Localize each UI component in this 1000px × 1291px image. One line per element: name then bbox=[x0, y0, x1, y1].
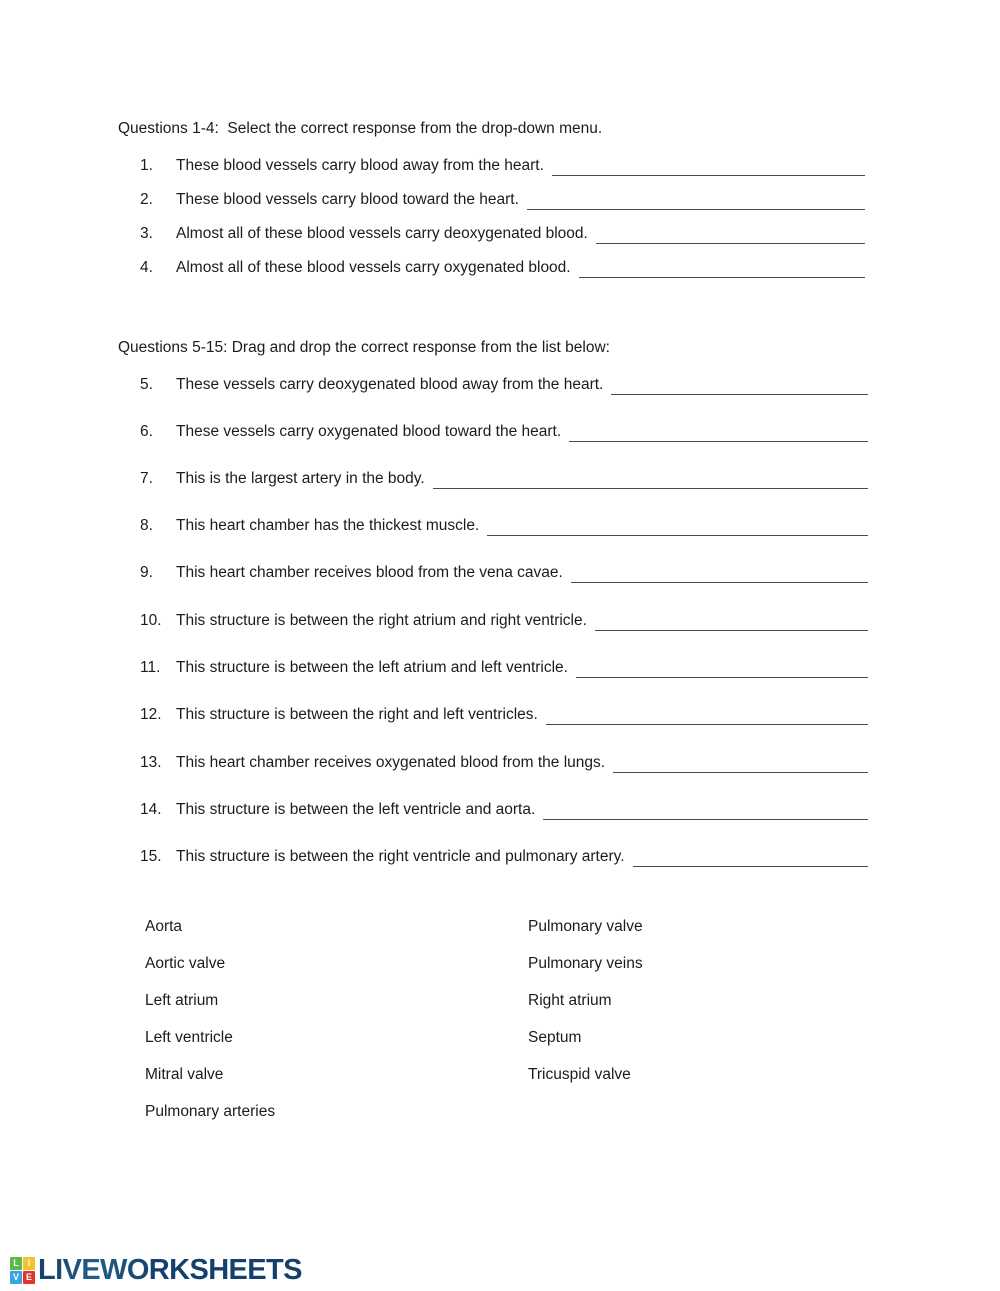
question-number: 13. bbox=[140, 754, 162, 771]
question-row-13 bbox=[140, 752, 882, 774]
question-row-5 bbox=[140, 374, 882, 396]
word-bank-item[interactable]: Aorta bbox=[145, 918, 183, 935]
question-number: 11. bbox=[140, 659, 161, 676]
question-text: Almost all of these blood vessels carry deoxygenated blood. bbox=[176, 225, 588, 242]
question-number: 4. bbox=[140, 259, 153, 276]
answer-blank-10[interactable] bbox=[595, 614, 868, 631]
question-text: This structure is between the right and left ventricles. bbox=[176, 706, 538, 723]
word-bank-item[interactable]: Left atrium bbox=[145, 992, 219, 1009]
question-number: 1. bbox=[140, 157, 153, 174]
question-row-10 bbox=[140, 610, 882, 632]
logo-tile-e: E bbox=[23, 1271, 35, 1284]
logo-tile-l: L bbox=[10, 1257, 22, 1270]
question-row-2 bbox=[140, 189, 882, 211]
question-number: 10. bbox=[140, 612, 162, 629]
question-row-11 bbox=[140, 657, 882, 679]
question-number: 15. bbox=[140, 848, 162, 865]
answer-blank-15[interactable] bbox=[633, 850, 868, 867]
word-bank-left-column bbox=[145, 918, 275, 1140]
logo-tile-i: I bbox=[23, 1257, 35, 1270]
answer-blank-6[interactable] bbox=[569, 425, 868, 442]
question-text: This heart chamber receives blood from the vena cavae. bbox=[176, 564, 563, 581]
question-number: 6. bbox=[140, 423, 153, 440]
question-number: 12. bbox=[140, 706, 162, 723]
question-row-14 bbox=[140, 799, 882, 821]
question-text: These vessels carry oxygenated blood toward the heart. bbox=[176, 423, 562, 440]
question-text: This structure is between the right atrium and right ventricle. bbox=[176, 612, 587, 629]
question-row-9 bbox=[140, 562, 882, 584]
question-text: These blood vessels carry blood away from the heart. bbox=[176, 157, 544, 174]
question-text: Almost all of these blood vessels carry oxygenated blood. bbox=[176, 259, 571, 276]
word-bank-item[interactable]: Left ventricle bbox=[145, 1029, 233, 1046]
question-row-3 bbox=[140, 223, 882, 245]
answer-blank-1[interactable] bbox=[552, 159, 865, 176]
question-row-7 bbox=[140, 468, 882, 490]
logo-tile-v: V bbox=[10, 1271, 22, 1284]
answer-blank-7[interactable] bbox=[433, 472, 868, 489]
liveworksheets-wordmark: LIVEWORKSHEETS bbox=[38, 1254, 302, 1286]
answer-blank-4[interactable] bbox=[579, 261, 865, 278]
section-2-heading: Questions 5-15: Drag and drop the correct response from the list below: bbox=[118, 339, 610, 356]
answer-blank-3[interactable] bbox=[596, 227, 865, 244]
question-text: This is the largest artery in the body. bbox=[176, 470, 425, 487]
liveworksheets-logo bbox=[10, 1255, 302, 1285]
question-row-12 bbox=[140, 704, 882, 726]
answer-blank-14[interactable] bbox=[543, 803, 868, 820]
word-bank-item[interactable]: Pulmonary veins bbox=[528, 955, 643, 972]
question-number: 8. bbox=[140, 517, 153, 534]
answer-blank-8[interactable] bbox=[487, 519, 868, 536]
question-text: This heart chamber receives oxygenated blood from the lungs. bbox=[176, 754, 606, 771]
answer-blank-13[interactable] bbox=[613, 756, 868, 773]
answer-blank-12[interactable] bbox=[546, 708, 868, 725]
question-number: 3. bbox=[140, 225, 153, 242]
answer-blank-9[interactable] bbox=[571, 566, 868, 583]
word-bank-item[interactable]: Right atrium bbox=[528, 992, 612, 1009]
question-text: This structure is between the left atrium and left ventricle. bbox=[176, 659, 568, 676]
liveworksheets-tiles-icon bbox=[10, 1257, 35, 1284]
answer-blank-11[interactable] bbox=[576, 661, 868, 678]
question-number: 7. bbox=[140, 470, 153, 487]
word-bank-item[interactable]: Septum bbox=[528, 1029, 582, 1046]
section-1-heading: Questions 1-4: Select the correct response from the drop-down menu. bbox=[118, 120, 603, 137]
answer-blank-2[interactable] bbox=[527, 193, 865, 210]
question-number: 2. bbox=[140, 191, 153, 208]
question-row-6 bbox=[140, 421, 882, 443]
answer-blank-5[interactable] bbox=[611, 378, 868, 395]
question-row-1 bbox=[140, 155, 882, 177]
word-bank-item[interactable]: Pulmonary arteries bbox=[145, 1103, 276, 1120]
question-text: These vessels carry deoxygenated blood away from the heart. bbox=[176, 376, 604, 393]
word-bank-right-column bbox=[528, 918, 643, 1103]
question-number: 14. bbox=[140, 801, 162, 818]
question-row-8 bbox=[140, 515, 882, 537]
question-text: These blood vessels carry blood toward the heart. bbox=[176, 191, 519, 208]
question-row-4 bbox=[140, 257, 882, 279]
word-bank-item[interactable]: Aortic valve bbox=[145, 955, 226, 972]
word-bank-item[interactable]: Tricuspid valve bbox=[528, 1066, 631, 1083]
question-text: This heart chamber has the thickest muscle. bbox=[176, 517, 480, 534]
word-bank-item[interactable]: Pulmonary valve bbox=[528, 918, 643, 935]
question-number: 5. bbox=[140, 376, 153, 393]
word-bank-item[interactable]: Mitral valve bbox=[145, 1066, 224, 1083]
question-text: This structure is between the right ventricle and pulmonary artery. bbox=[176, 848, 625, 865]
question-text: This structure is between the left ventricle and aorta. bbox=[176, 801, 536, 818]
question-number: 9. bbox=[140, 564, 153, 581]
question-row-15 bbox=[140, 846, 882, 868]
